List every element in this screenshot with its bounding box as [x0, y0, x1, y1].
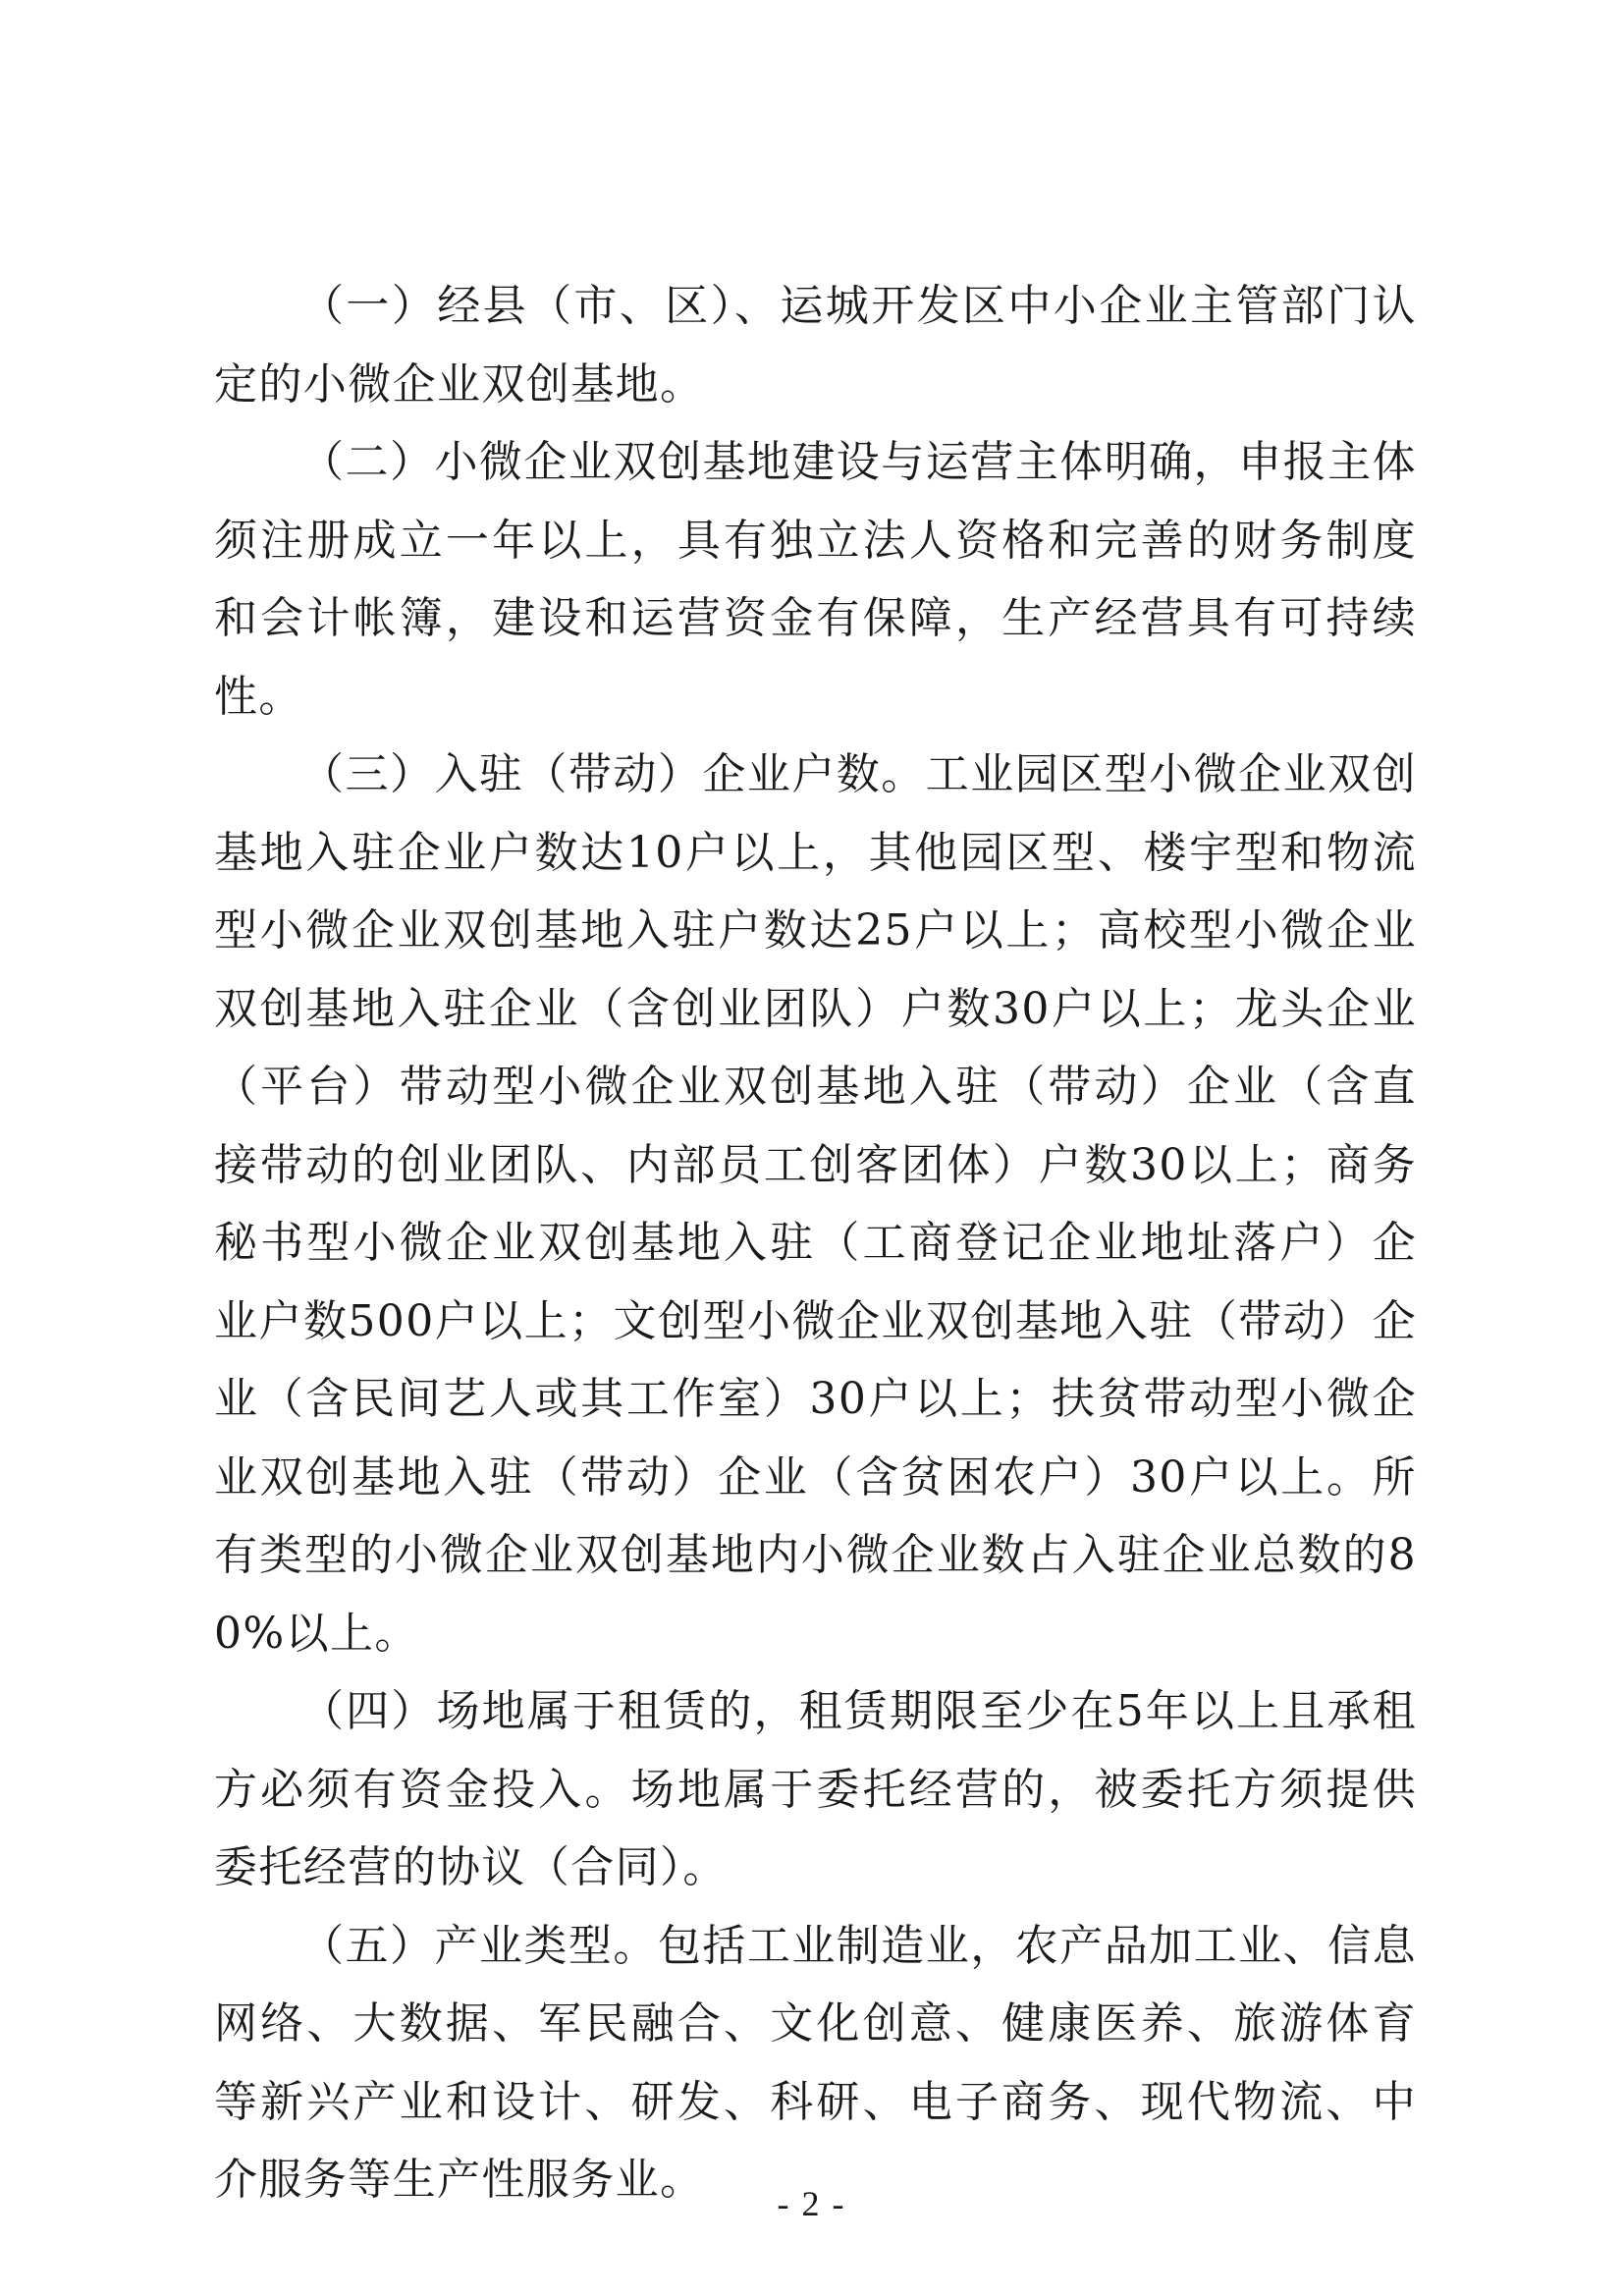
page-number: - 2 -	[777, 2184, 846, 2223]
paragraph-4: （四）场地属于租赁的，租赁期限至少在5年以上且承租方必须有资金投入。场地属于委托经营的，被委托方须提供委托经营的协议（合同）。	[214, 1686, 1417, 1892]
document-body	[214, 267, 1417, 2219]
paragraph-2: （二）小微企业双创基地建设与运营主体明确，申报主体须注册成立一年以上，具有独立法人资格和完善的财务制度和会计帐簿，建设和运营资金有保障，生产经营具有可持续性。	[214, 437, 1417, 722]
paragraph-1: （一）经县（市、区）、运城开发区中小企业主管部门认定的小微企业双创基地。	[214, 281, 1417, 410]
paragraph-3: （三）入驻（带动）企业户数。工业园区型小微企业双创基地入驻企业户数达10户以上，其他园区型、楼宇型和物流型小微企业双创基地入驻户数达25户以上；高校型小微企业双创基地入驻企业（含创业团队）户数30户以上；龙头企业（平台）带动型小微企业双创基地入驻（带动）企业（含直接带动的创业团队、内部员工创客团体）户数30以上；商务秘书型小微企业双创基地入驻（工商登记企业地址落户）企业户数500户以上；文创型小微企业双创基地入驻（带动）企业（含民间艺人或其工作室）30户以上；扶贫带动型小微企业双创基地入驻（带动）企业（含贫困农户）30户以上。所有类型的小微企业双创基地内小微企业数占入驻企业总数的80%以上。	[214, 749, 1417, 1659]
paragraph-5: （五）产业类型。包括工业制造业，农产品加工业、信息网络、大数据、军民融合、文化创意、健康医养、旅游体育等新兴产业和设计、研发、科研、电子商务、现代物流、中介服务等生产性服务业。	[214, 1920, 1417, 2205]
